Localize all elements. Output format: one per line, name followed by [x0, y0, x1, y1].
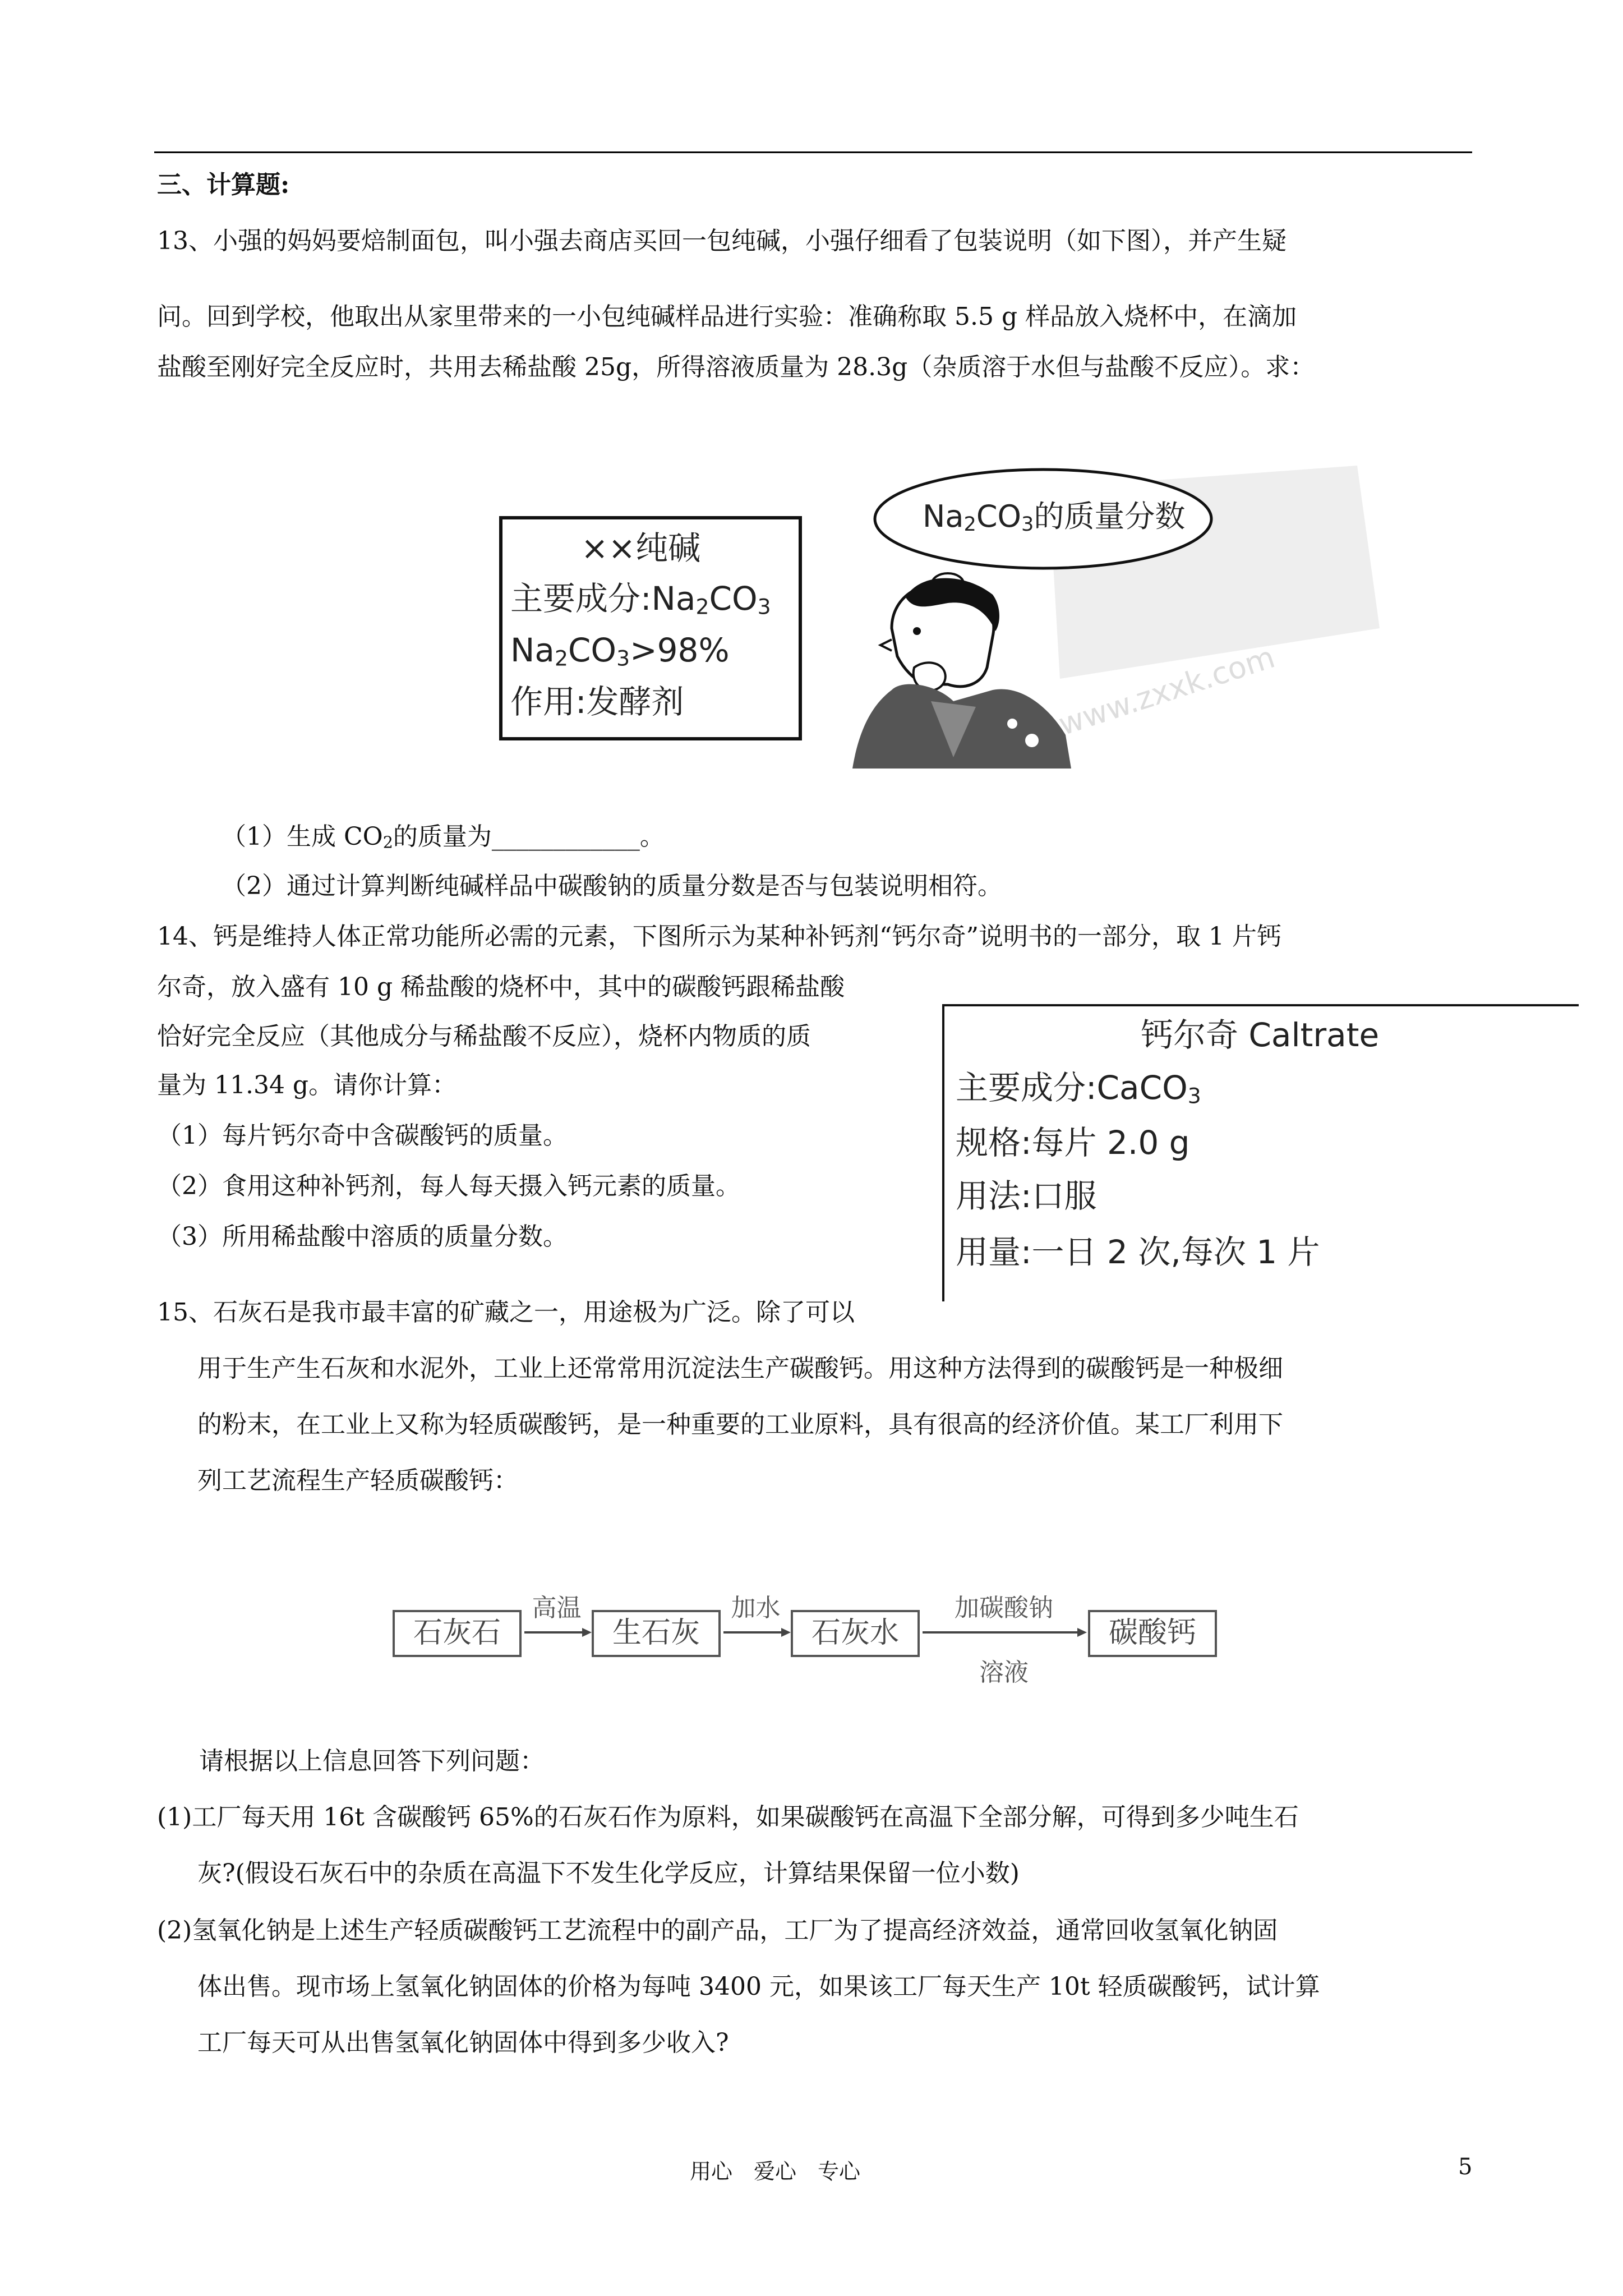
q15-sub2-line-1: (2)氢氧化钠是上述生产轻质碳酸钙工艺流程中的副产品，工厂为了提高经济效益，通常回收氢氧化钠固 [157, 1916, 1278, 1945]
q14-sub-2: （2）食用这种补钙剂，每人每天摄入钙元素的质量。 [157, 1172, 740, 1200]
q15-line-4: 列工艺流程生产轻质碳酸钙： [197, 1466, 518, 1495]
flow-box-limestone: 石灰石 [393, 1610, 522, 1657]
q13-line-2: 问。回到学校，他取出从家里带来的一小包纯碱样品进行实验：准确称取 5.5 g 样品放入烧杯中，在滴加 [157, 302, 1297, 331]
q14-sub-1: （1）每片钙尔奇中含碳酸钙的质量。 [157, 1121, 568, 1150]
section-title: 三、计算题: [157, 171, 290, 199]
flow-label-add-sodium-carbonate: 加碳酸钠 [955, 1594, 1053, 1622]
caltrate-label-component: 主要成分:CaCO$_3$ [956, 1069, 1201, 1108]
q15-sub2-line-3: 工厂每天可从出售氢氧化钠固体中得到多少收入? [197, 2028, 729, 2057]
q14-line-2: 尔奇，放入盛有 10 g 稀盐酸的烧杯中，其中的碳酸钙跟稀盐酸 [157, 973, 845, 1001]
flow-box-quicklime: 生石灰 [592, 1610, 721, 1657]
header-rule [154, 151, 1472, 153]
q14-line-1: 14、钙是维持人体正常功能所必需的元素，下图所示为某种补钙剂“钙尔奇”说明书的一部分，取 1 片钙 [157, 922, 1281, 951]
caltrate-label-title: 钙尔奇 Caltrate [1141, 1016, 1380, 1054]
q15-line-1: 15、石灰石是我市最丰富的矿藏之一，用途极为广泛。除了可以 [157, 1298, 855, 1327]
q13-sub-2: （2）通过计算判断纯碱样品中碳酸钠的质量分数是否与包装说明相符。 [222, 872, 1002, 900]
soda-label-component: 主要成分$:Na_2CO_3$ [510, 579, 771, 619]
watermark-text: www.zxxk.com [1054, 639, 1279, 743]
q14-sub-3: （3）所用稀盐酸中溶质的质量分数。 [157, 1222, 568, 1251]
flow-box-limewater: 石灰水 [791, 1610, 920, 1657]
q14-line-3: 恰好完全反应（其他成分与稀盐酸不反应），烧杯内物质的质 [157, 1022, 811, 1051]
flow-label-high-temp: 高温 [532, 1594, 582, 1622]
q15-sub1-line-1: (1)工厂每天用 16t 含碳酸钙 65%的石灰石作为原料，如果碳酸钙在高温下全部分解，可得到多少吨生石 [157, 1803, 1299, 1832]
soda-label-use: 作用:发酵剂 [510, 683, 684, 721]
soda-label-purity: $Na_2CO_3>98\%$ [510, 631, 730, 671]
q13-line-3: 盐酸至刚好完全反应时，共用去稀盐酸 25g，所得溶液质量为 28.3g（杂质溶于水但与盐酸不反应）。求： [157, 353, 1315, 381]
q15-sub1-line-2: 灰?(假设石灰石中的杂质在高温下不发生化学反应，计算结果保留一位小数) [197, 1859, 1020, 1888]
q13-line-1: 13、小强的妈妈要焙制面包，叫小强去商店买回一包纯碱，小强仔细看了包装说明（如下图），并产生疑 [157, 227, 1287, 255]
soda-label-title: ××纯碱 [581, 529, 701, 567]
q15-sub2-line-2: 体出售。现市场上氢氧化钠固体的价格为每吨 3400 元，如果该工厂每天生产 10t 轻质碳酸钙，试计算 [197, 1972, 1320, 2001]
soda-label-box [499, 516, 802, 740]
caltrate-label-dosage: 用量:一日 2 次,每次 1 片 [956, 1233, 1320, 1271]
flow-arrows [522, 1621, 1088, 1644]
q15-line-2: 用于生产生石灰和水泥外，工业上还常常用沉淀法生产碳酸钙。用这种方法得到的碳酸钙是一种极细 [197, 1354, 1283, 1383]
q15-prompt: 请根据以上信息回答下列问题： [199, 1747, 545, 1775]
footer-motto: 用心 爱心 专心 [690, 2159, 861, 2184]
caltrate-label-box [942, 1004, 1579, 1301]
flow-label-solution: 溶液 [979, 1658, 1029, 1687]
caltrate-label-spec: 规格:每片 2.0 g [956, 1124, 1190, 1162]
q14-line-4: 量为 11.34 g。请你计算： [157, 1071, 457, 1099]
thought-bubble-text: $Na_2CO_3$的质量分数 [923, 499, 1186, 536]
caltrate-label-usage: 用法:口服 [956, 1177, 1097, 1215]
flow-box-calcium-carbonate: 碳酸钙 [1088, 1610, 1217, 1657]
page-number: 5 [1458, 2154, 1473, 2180]
q13-sub-1: （1）生成 $CO_2$的质量为____________。 [222, 822, 665, 852]
q15-line-3: 的粉末，在工业上又称为轻质碳酸钙，是一种重要的工业原料，具有很高的经济价值。某工厂利用下 [197, 1410, 1283, 1439]
flow-label-add-water: 加水 [731, 1594, 781, 1622]
